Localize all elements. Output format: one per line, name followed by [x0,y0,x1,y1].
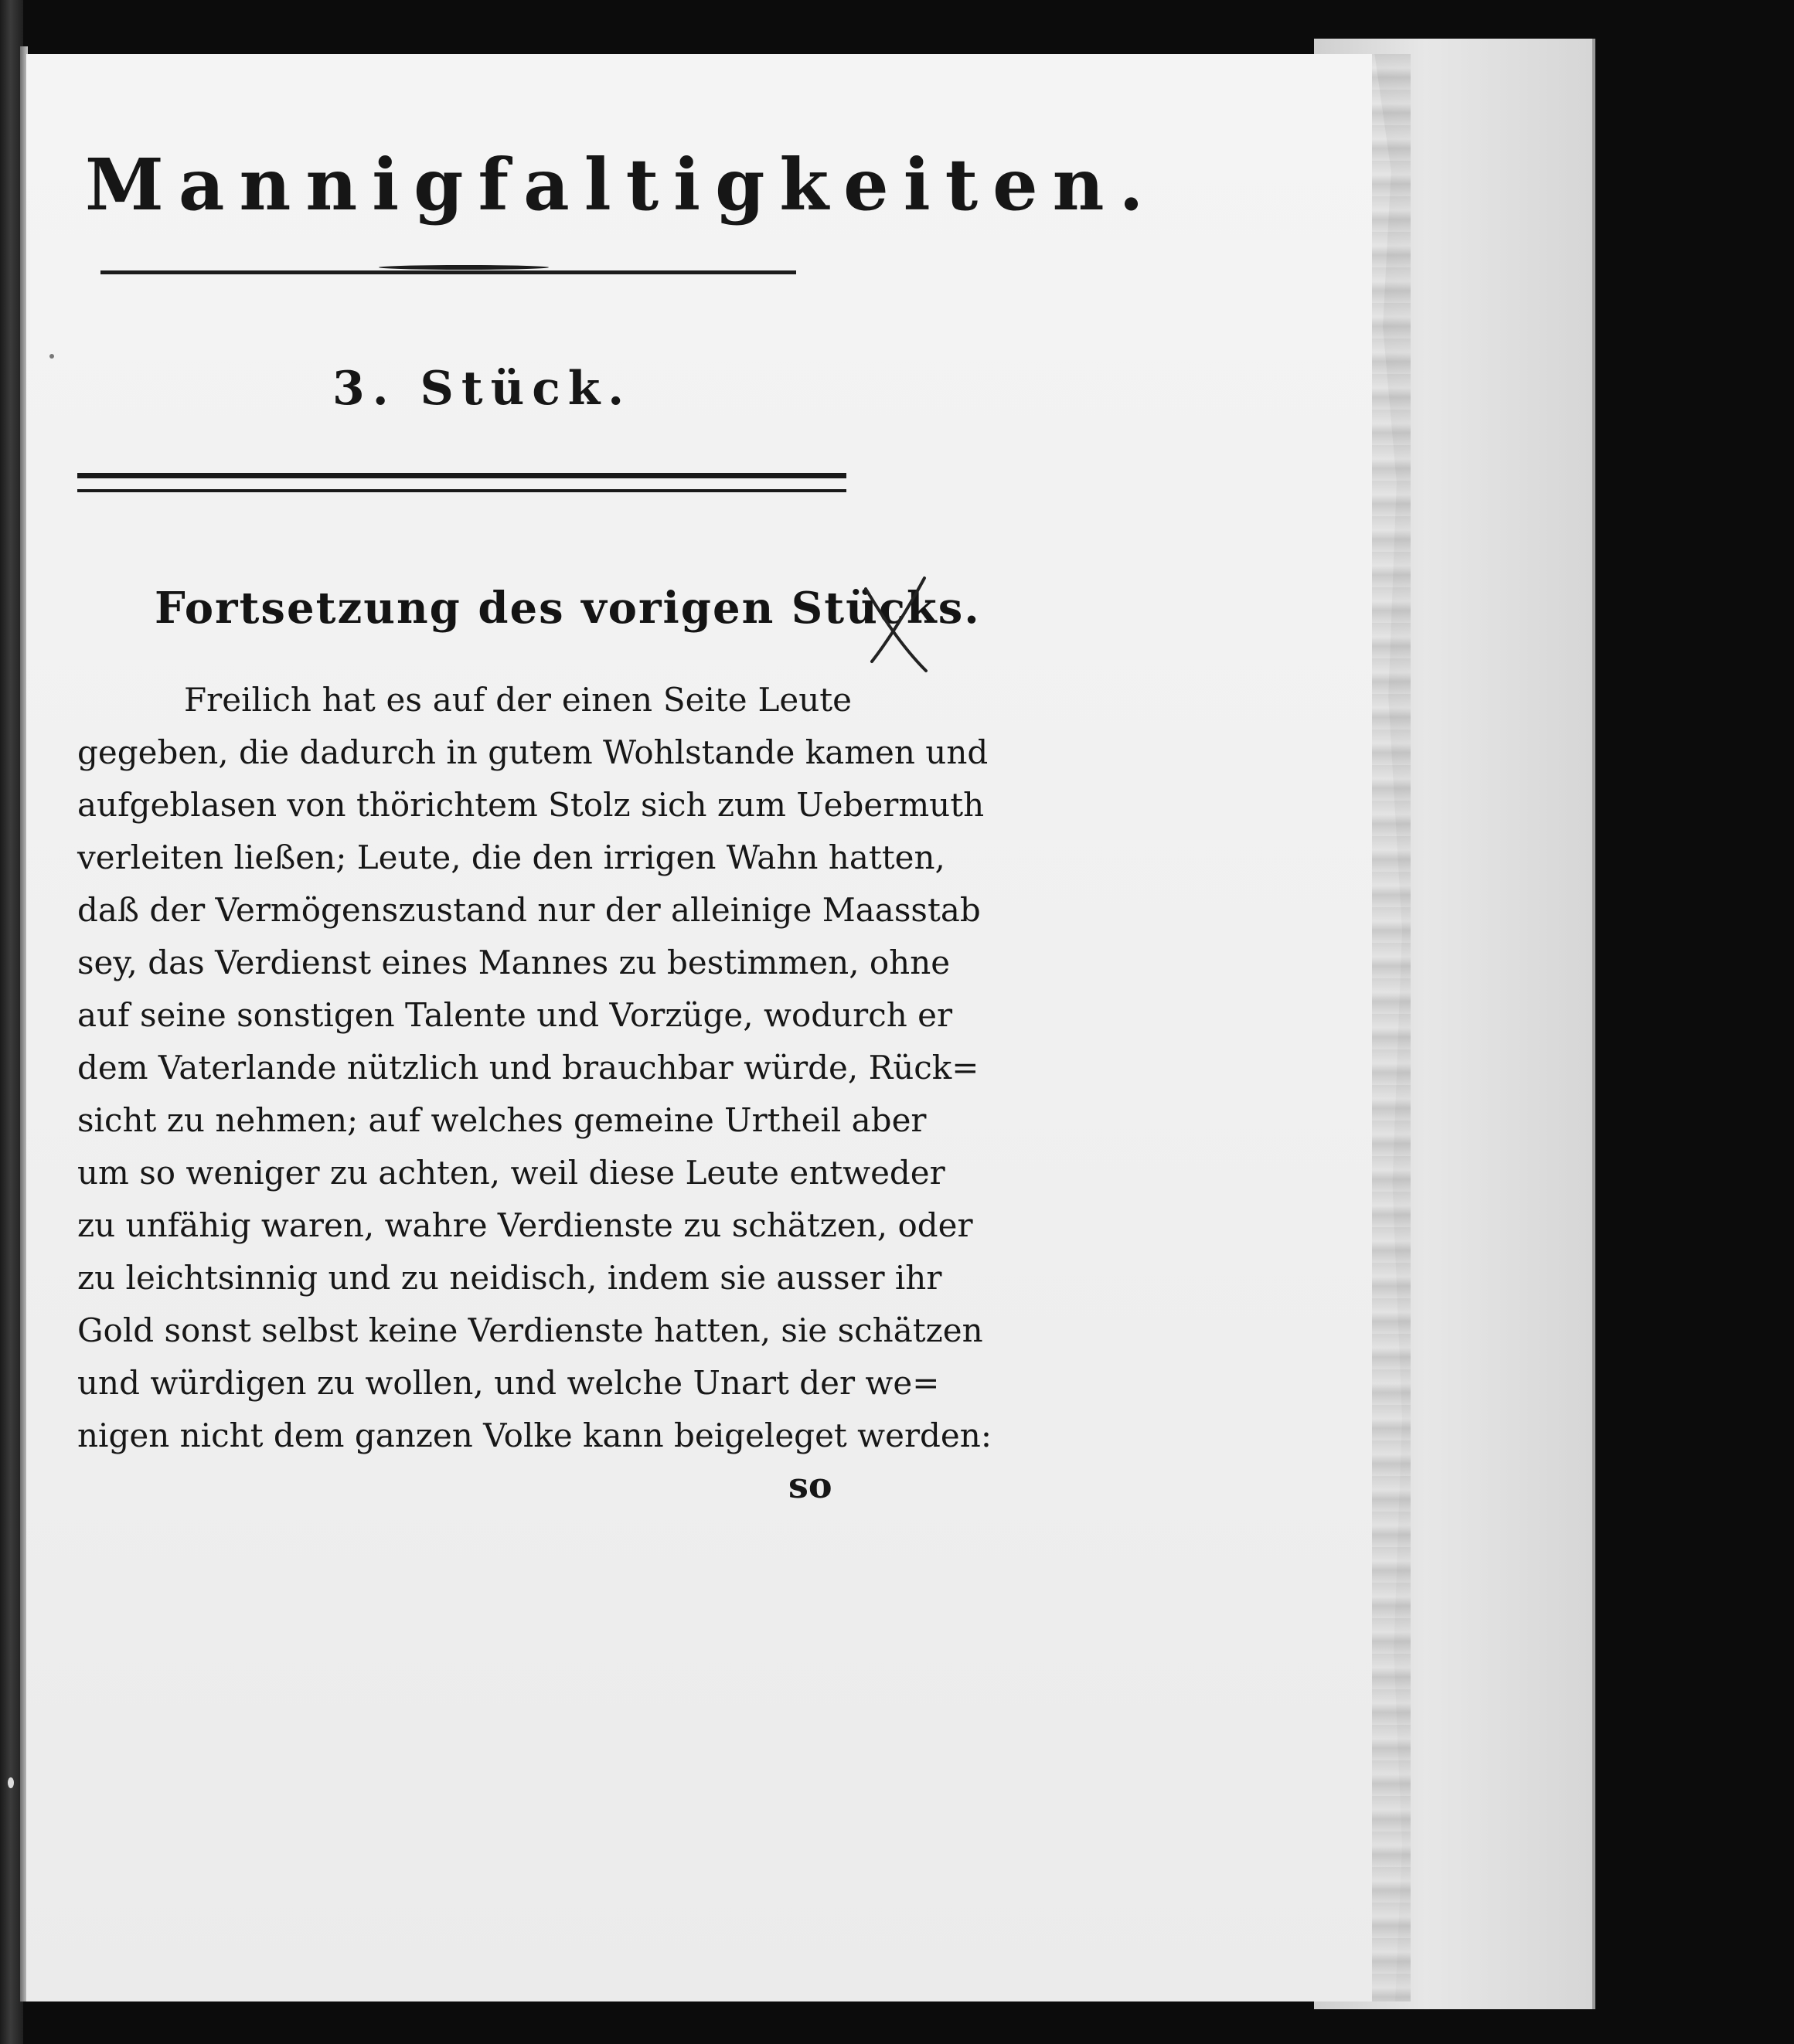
issue-number: 3. Stück. [332,362,632,416]
text-line: dem Vaterlande nützlich und brauchbar würde, Rück= [77,1049,979,1087]
page-title: Mannigfaltigkeiten. [85,143,1159,226]
double-rule [77,473,846,492]
text-line: aufgeblasen von thörichtem Stolz sich zum Uebermuth [77,786,985,824]
text-line: Freilich hat es auf der einen Seite Leute [184,681,852,719]
text-line: und würdigen zu wollen, und welche Unart der we= [77,1364,940,1402]
catchword: so [788,1464,832,1506]
text-line: auf seine sonstigen Talente und Vorzüge, wodurch er [77,996,953,1034]
text-line: gegeben, die dadurch in gutem Wohlstande kamen und [77,733,989,771]
paper-speck [49,354,54,359]
deckle-edge [1372,54,1411,2001]
text-line: zu leichtsinnig und zu neidisch, indem sie ausser ihr [77,1259,942,1297]
text-line: nigen nicht dem ganzen Volke kann beigeleget werden: [77,1417,992,1454]
paper-speck [8,1777,14,1788]
text-line: sicht zu nehmen; auf welches gemeine Urtheil aber [77,1101,927,1139]
title-rule [100,270,796,274]
handwritten-x-mark [858,572,935,680]
text-line: um so weniger zu achten, weil diese Leute entweder [77,1154,945,1192]
text-line: verleiten ließen; Leute, die den irrigen Wahn hatten, [77,838,945,876]
text-line: sey, das Verdienst eines Mannes zu bestimmen, ohne [77,944,951,981]
body-text [77,674,992,1462]
text-line: zu unfähig waren, wahre Verdienste zu schätzen, oder [77,1206,973,1244]
section-title: Fortsetzung des vorigen Stücks. [155,583,981,634]
text-line: daß der Vermögenszustand nur der alleinige Maasstab [77,891,981,929]
text-line: Gold sonst selbst keine Verdienste hatten, sie schätzen [77,1311,983,1349]
